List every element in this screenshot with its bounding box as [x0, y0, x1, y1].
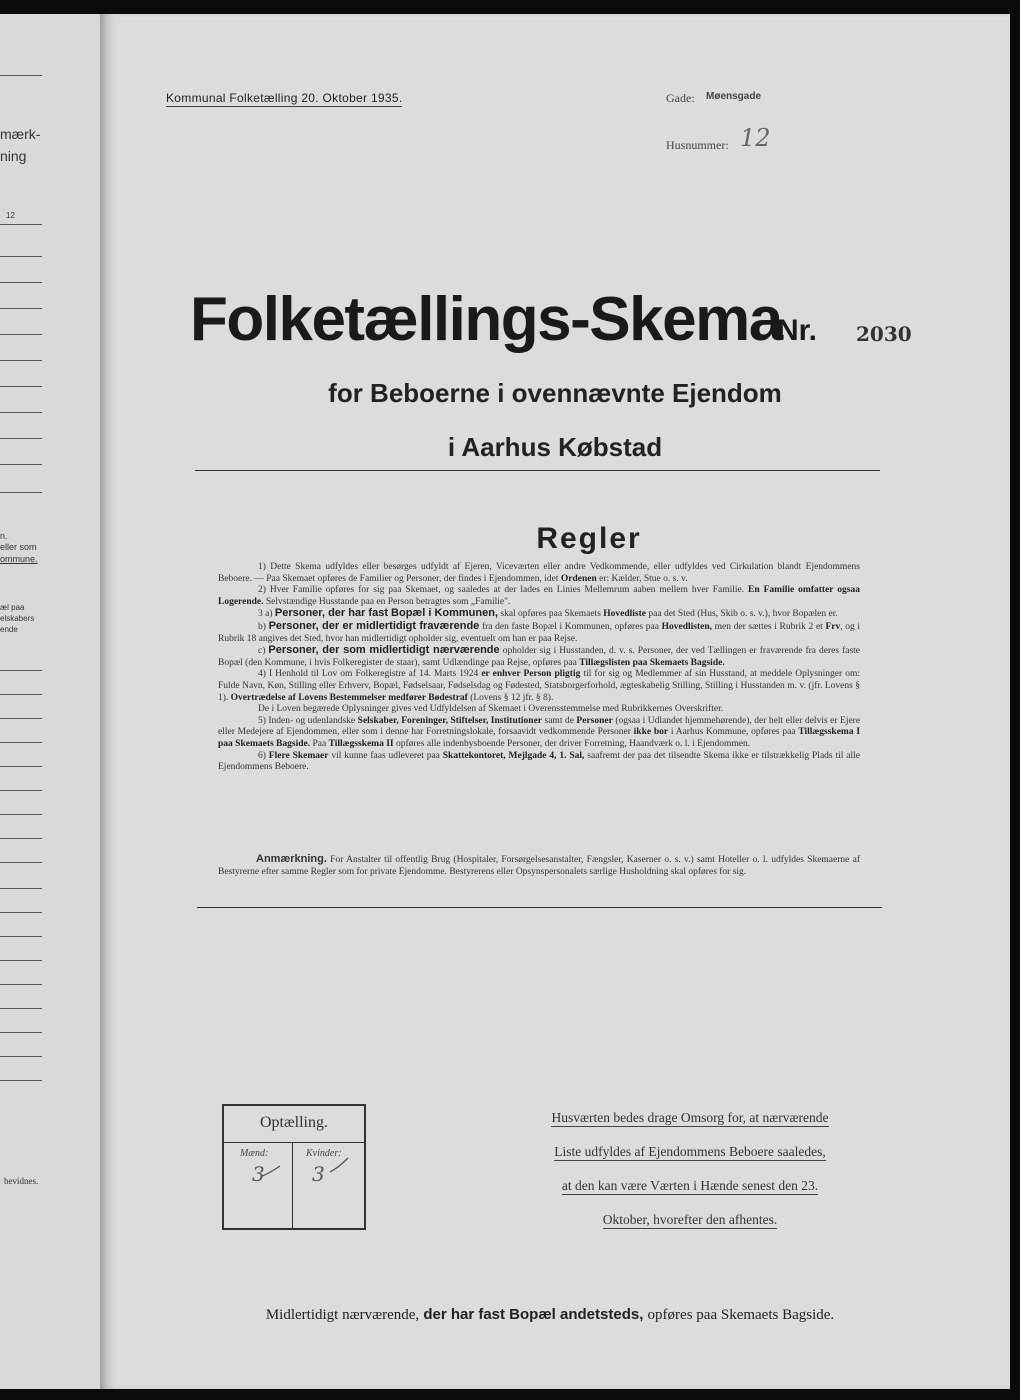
left-text: bevidnes. — [4, 1176, 39, 1186]
form-number: 2030 — [856, 322, 912, 346]
left-text: eller som — [0, 542, 37, 552]
left-rule — [0, 1008, 42, 1009]
left-rule — [0, 334, 42, 335]
count-divider — [292, 1142, 293, 1228]
checkmark-icon — [328, 1156, 352, 1178]
rules-heading: Regler — [536, 522, 642, 555]
form-subtitle-city: i Aarhus Købstad — [447, 432, 663, 462]
remark-text: For Anstalter til offentlig Brug (Hospitaler, Forsørgelsesanstalter, Fængsler, Kaserner o. s. v.) samt Hoteller o. l. udfyldes Skemaerne af Bestyrerne efter samme Regler som for private Ejendomme. Bestyrerens eller Opsynspersonalets særlige Husholdning skal opføres for sig. — [218, 855, 861, 877]
women-label: Kvinder: — [306, 1148, 342, 1159]
left-rule — [0, 960, 42, 961]
left-rule — [0, 814, 42, 815]
form-subtitle: for Beboerne i ovennævnte Ejendom — [328, 378, 782, 408]
left-rule — [0, 224, 42, 225]
left-rule — [0, 256, 42, 257]
left-rule — [0, 75, 42, 76]
checkmark-icon — [260, 1164, 284, 1182]
host-notice-line: Husværten bedes drage Omsorg for, at nærværende — [551, 1110, 829, 1125]
rule-4b: De i Loven begærede Oplysninger gives ved Udfyldelsen af Skemaet i Overensstemmelse med Rubrikkernes Overskrifter. — [258, 704, 724, 715]
left-rule — [0, 718, 42, 719]
left-rule — [0, 360, 42, 361]
women-count: 3 — [312, 1162, 325, 1186]
left-rule — [0, 766, 42, 767]
house-number-label: Husnummer: — [666, 138, 729, 152]
remark-label: Anmærkning. — [256, 853, 327, 865]
men-count: 3 — [252, 1162, 265, 1186]
left-page-strip — [0, 14, 110, 1389]
men-label: Mænd: — [240, 1148, 269, 1159]
left-rule — [0, 888, 42, 889]
census-form-page — [100, 14, 1010, 1389]
left-text: ende — [0, 625, 18, 634]
rule-2: 2) Hver Familie opføres for sig paa Skemaet, og saaledes at der lades en Linies Mellemrum aaben mellem hver Familie. En Familie omfatter ogsaa Logerende. Selvstændige Husstande paa en Person betragtes som „Familie". — [218, 585, 860, 607]
left-rule — [0, 670, 42, 671]
rule-6: 6) Flere Skemaer vil kunne faas udleveret paa Skattekontoret, Mejlgade 4, 1. Sal, saafremt der paa det tilsendte Skema ikke er tilstrækkelig Plads til alle Ejendommens Beboere. — [218, 750, 860, 773]
left-rule — [0, 1032, 42, 1033]
rule-3b: b) Personer, der er midlertidigt fraværende fra den faste Bopæl i Kommunen, opføres paa Hovedlisten, men der sættes i Rubrik 2 et Frv, og i Rubrik 18 angives det Sted, hvor han midlertidigt opholder sig, eventuelt om han er paa Rejse. — [218, 619, 861, 644]
street-stamp: Møensgade — [706, 91, 762, 102]
left-rule — [0, 742, 42, 743]
house-number-handwritten: 12 — [740, 124, 771, 152]
left-rule — [0, 492, 42, 493]
form-number-label: Nr. — [777, 314, 818, 347]
count-divider — [224, 1142, 364, 1143]
rule-5: 5) Inden- og udenlandske Selskaber, Foreninger, Stiftelser, Institutioner samt de Personer (ogsaa i Udlandet hjemmehørende), der helt eller delvis er Ejere eller Medejere af Ejendommen, eller som i denne har Forretningslokale, forsaavidt vedkommende Personer ikke bor i Aarhus Kommune, opføres paa Tillægsskema I paa Skemaets Bagside. Paa Tillægsskema II opføres alle indenbysboende Personer, der driver Forretning, Haandværk o. l. i Ejendommen. — [218, 715, 861, 749]
left-rule — [0, 694, 42, 695]
rule-4: 4) I Henhold til Lov om Folkeregistre af 14. Marts 1924 er enhver Person pligtig til for sig og Medlemmer af sin Husstand, at meddele Oplysninger om: Fulde Navn, Køn, Stilling eller Erhverv, Bopæl, Fødselsaar, Fødselsdag og Fødested, Statsborgerforhold, ægteskabelig Stilling, Stilling i Husstanden m. v. (jfr. Lovens § 1). Overtrædelse af Lovens Bestemmelser medfører Bødestraf (Lovens § 12 jfr. § 8). — [218, 669, 861, 703]
left-rule — [0, 1056, 42, 1057]
form-title: Folketællings-Skema — [190, 285, 782, 354]
remark — [218, 854, 860, 878]
left-rule — [0, 862, 42, 863]
rule-3c: c) Personer, der som midlertidigt nærværende opholder sig i Husstanden, d. v. s. Personer, der ved Tællingen er fraværende fra deres faste Bopæl (den Kommune, i hvis Folkeregister de staar), samt Udlændinge paa Rejse, opføres paa Tillægslisten paa Skemaets Bagside. — [218, 644, 861, 668]
left-rule — [0, 838, 42, 839]
count-box — [222, 1104, 366, 1230]
left-text: ning — [0, 148, 27, 164]
left-text: 12 — [6, 211, 15, 220]
left-rule — [0, 412, 42, 413]
left-rule — [0, 912, 42, 913]
left-rule — [0, 282, 42, 283]
left-text: elskabers — [0, 614, 35, 623]
street-label: Gade: — [666, 91, 695, 105]
footer-note: Midlertidigt nærværende, der har fast Bopæl andetsteds, opføres paa Skemaets Bagside. — [265, 1306, 835, 1323]
left-rule — [0, 386, 42, 387]
left-rule — [0, 984, 42, 985]
left-rule — [0, 936, 42, 937]
rule-3a: 3 a) Personer, der har fast Bopæl i Kommunen, skal opføres paa Skemaets Hovedliste paa det Sted (Hus, Skib o. s. v.), hvor Bopælen er. — [258, 607, 838, 620]
left-text: æl paa — [0, 603, 25, 612]
left-rule — [0, 790, 42, 791]
divider — [195, 470, 880, 471]
left-text: n. — [0, 531, 8, 541]
rule-1: 1) Dette Skema udfyldes eller besørges udfyldt af Ejeren, Viceværten eller andre Vedkommende, eller udfyldes ved Cirkulation blandt Ejendommens Beboere. — Paa Skemaet opføres de Familier og Personer, der findes i Ejendommen, idet Ordenen er: Kælder, Stue o. s. v. — [218, 562, 860, 584]
left-rule — [0, 438, 42, 439]
left-rule — [0, 464, 42, 465]
host-notice-line: Oktober, hvorefter den afhentes. — [602, 1212, 778, 1227]
count-title: Optælling. — [259, 1114, 328, 1131]
left-text: mærk- — [0, 126, 41, 142]
left-rule — [0, 308, 42, 309]
left-rule — [0, 1080, 42, 1081]
divider — [197, 907, 882, 908]
host-notice-line: at den kan være Værten i Hænde senest den 23. — [561, 1178, 819, 1193]
left-text: ommune. — [0, 554, 38, 564]
census-header: Kommunal Folketælling 20. Oktober 1935. — [166, 91, 403, 105]
rules-text — [218, 562, 860, 774]
host-notice-line: Liste udfyldes af Ejendommens Beboere saaledes, — [554, 1144, 826, 1159]
